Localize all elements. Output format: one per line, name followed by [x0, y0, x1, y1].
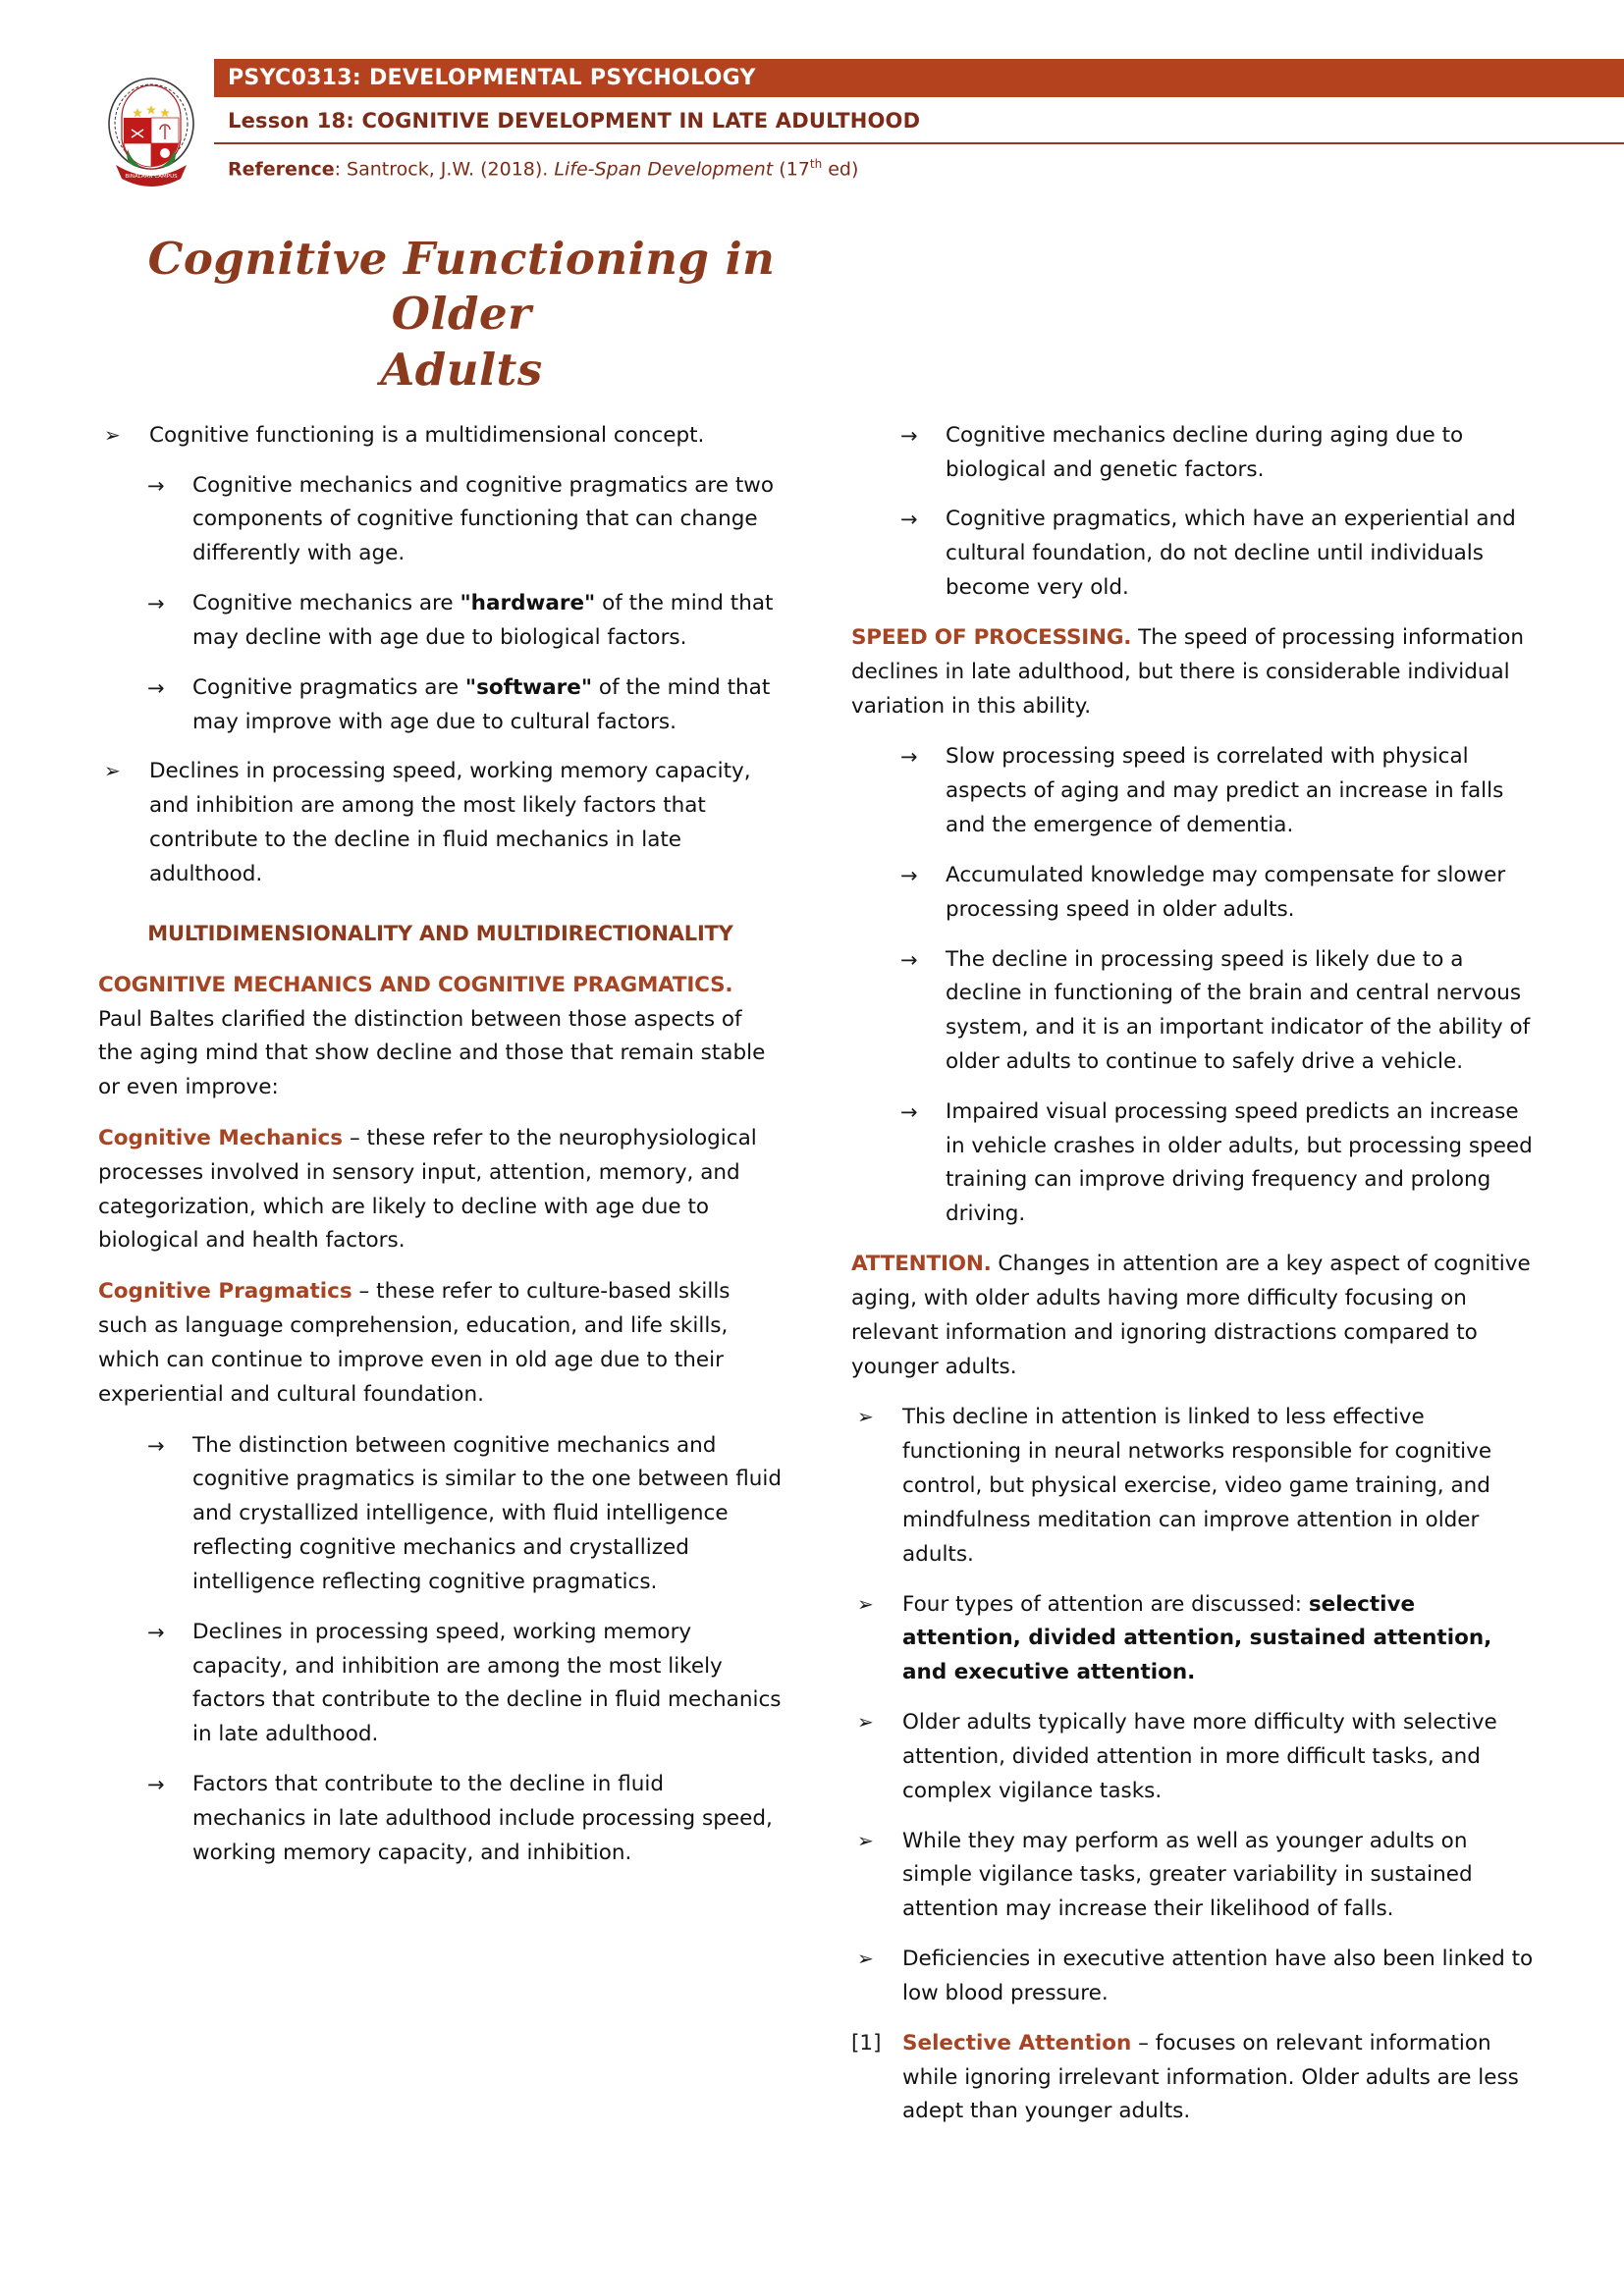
two-column-body	[98, 419, 1534, 2145]
list-item	[147, 1616, 783, 1752]
paragraph	[98, 1122, 783, 1258]
list-item-text: Factors that contribute to the decline in fluid mechanics in late adulthood include processing speed, working memory capacity, and inhibition.	[192, 1772, 773, 1865]
reference-edition-sup: th	[809, 157, 823, 171]
section-heading: MULTIDIMENSIONALITY AND MULTIDIRECTIONALITY	[147, 921, 733, 945]
list-item-text: Declines in processing speed, working memory capacity, and inhibition are among the most likely factors that contribute to the decline in fluid mechanics in late adulthood.	[192, 1619, 782, 1747]
list-item-text-post: of the mind that may decline with age due to biological factors.	[192, 591, 774, 650]
list-item-text: Declines in processing speed, working memory capacity, and inhibition are among the most likely factors that contribute to the decline in fluid mechanics in late adulthood.	[149, 759, 751, 886]
list-item-text: Cognitive pragmatics, which have an experiential and cultural foundation, do not decline until individuals become very old.	[946, 507, 1516, 601]
page-title-line-1: Cognitive Functioning in Older	[147, 233, 776, 341]
list-item	[900, 943, 1536, 1080]
list-item-text: While they may perform as well as younger adults on simple vigilance tasks, greater variability in sustained attention may increase their likelihood of falls.	[902, 1828, 1473, 1922]
arrow-bullet-icon: →	[147, 1620, 165, 1644]
reference-label: Reference	[228, 158, 335, 181]
list-item	[900, 859, 1536, 928]
reference-book-title: Life-Span Development	[554, 158, 774, 181]
reference-edition-open: (17	[773, 158, 810, 181]
list-item	[857, 1943, 1536, 2011]
paragraph-text: The speed of processing information declines in late adulthood, but there is considerable individual variation in this ability.	[851, 624, 1525, 719]
list-item	[147, 469, 783, 571]
list-item	[900, 740, 1536, 842]
arrow-bullet-icon: →	[900, 1099, 918, 1124]
term-label: Selective Attention	[902, 2030, 1132, 2056]
paragraph	[851, 621, 1536, 723]
arrow-bullet-icon: →	[900, 507, 918, 532]
arrowhead-bullet-icon: ➢	[857, 1947, 874, 1971]
arrow-bullet-icon: →	[900, 423, 918, 448]
arrowhead-bullet-icon: ➢	[857, 1828, 874, 1852]
arrow-bullet-icon: →	[147, 473, 165, 498]
numbered-list-item-body: – focuses on relevant information while ignoring irrelevant information. Older adults are less adept than younger adults.	[902, 2030, 1519, 2124]
list-item	[900, 419, 1536, 488]
list-item-text: Older adults typically have more difficulty with selective attention, divided attention in more difficult tasks, and complex vigilance tasks.	[902, 1710, 1497, 1803]
list-item-text: The decline in processing speed is likely due to a decline in functioning of the brain and central nervous system, and it is an important indicator of the ability of older adults to continue to safely drive a vehicle.	[946, 946, 1531, 1074]
list-number: [1]	[851, 2030, 882, 2056]
svg-text:BINALAAN CAMPUS: BINALAAN CAMPUS	[125, 174, 178, 180]
lesson-title: Lesson 18: COGNITIVE DEVELOPMENT IN LATE ADULTHOOD	[228, 109, 921, 133]
arrow-bullet-icon: →	[900, 863, 918, 887]
arrowhead-bullet-icon: ➢	[104, 759, 121, 783]
list-item	[104, 755, 783, 891]
list-item-text-pre: Cognitive mechanics are	[192, 591, 460, 616]
list-item	[900, 503, 1536, 605]
run-in-heading: ATTENTION.	[851, 1252, 992, 1277]
list-item-text-post: of the mind that may improve with age due to cultural factors.	[192, 674, 771, 734]
list-item-text-emphasis: "hardware"	[460, 591, 596, 616]
arrow-bullet-icon: →	[147, 592, 165, 616]
list-item-text: Cognitive functioning is a multidimensional concept.	[149, 422, 705, 448]
header-text-block	[214, 59, 1526, 180]
list-item	[147, 671, 783, 740]
arrow-bullet-icon: →	[147, 1773, 165, 1797]
term-label: Cognitive Pragmatics	[98, 1279, 352, 1305]
list-item-text: Deficiencies in executive attention have also been linked to low blood pressure.	[902, 1947, 1534, 2005]
run-in-heading: SPEED OF PROCESSING.	[851, 624, 1132, 650]
list-item-text	[192, 587, 783, 656]
arrow-bullet-icon: →	[900, 745, 918, 770]
list-item-text: The distinction between cognitive mechanics and cognitive pragmatics is similar to the one between fluid and crystallized intelligence, with fluid intelligence reflecting cognitive mechanics and crystallized intelligence reflecting cognitive pragmatics.	[192, 1432, 782, 1594]
paragraph-text: Changes in attention are a key aspect of cognitive aging, with older adults having more difficulty focusing on relevant information and ignoring distractions compared to younger adults.	[851, 1252, 1531, 1379]
arrowhead-bullet-icon: ➢	[857, 1591, 874, 1616]
arrow-bullet-icon: →	[147, 675, 165, 700]
arrowhead-bullet-icon: ➢	[104, 422, 121, 447]
page-title-line-2: Adults	[380, 343, 543, 396]
paragraph	[98, 969, 783, 1105]
term-label: Cognitive Mechanics	[98, 1126, 344, 1150]
list-item	[857, 1706, 1536, 1808]
list-item	[900, 1095, 1536, 1232]
reference-rest: : Santrock, J.W. (2018).	[334, 158, 555, 181]
list-item-text-pre: Four types of attention are discussed:	[902, 1591, 1309, 1617]
arrow-bullet-icon: →	[900, 947, 918, 972]
list-item-text: Impaired visual processing speed predicts an increase in vehicle crashes in older adults, but processing speed training can improve driving frequency and prolong driving.	[946, 1098, 1533, 1227]
paragraph-text: – these refer to the neurophysiological processes involved in sensory input, attention, memory, and categorization, which are likely to decline with age due to biological and health factors.	[98, 1126, 757, 1254]
list-item-text-pre: Cognitive pragmatics are	[192, 674, 465, 700]
paragraph	[98, 1275, 783, 1412]
paragraph-text: Paul Baltes clarified the distinction between those aspects of the aging mind that show decline and those that remain stable or even improve:	[98, 1006, 766, 1100]
page-header	[98, 59, 1526, 206]
left-column	[98, 419, 783, 2145]
list-item-text: Cognitive mechanics decline during aging due to biological and genetic factors.	[946, 422, 1464, 482]
list-item-text	[902, 1588, 1536, 1690]
list-item-text: Slow processing speed is correlated with physical aspects of aging and may predict an increase in falls and the emergence of dementia.	[946, 744, 1504, 838]
numbered-list-item	[851, 2027, 1536, 2129]
paragraph-text: – these refer to culture-based skills such as language comprehension, education, and life skills, which can continue to improve even in old age due to their experiential and cultural foundation.	[98, 1279, 731, 1407]
list-item-text: Accumulated knowledge may compensate for slower processing speed in older adults.	[946, 862, 1506, 922]
list-item-text: Cognitive mechanics and cognitive pragmatics are two components of cognitive functioning that can change differently with age.	[192, 472, 775, 566]
arrow-bullet-icon: →	[147, 1433, 165, 1458]
university-seal-icon	[98, 69, 204, 191]
list-item	[147, 1768, 783, 1870]
arrowhead-bullet-icon: ➢	[857, 1710, 874, 1735]
paragraph	[851, 1248, 1536, 1384]
reference-line	[214, 144, 1526, 180]
list-item	[147, 587, 783, 656]
page-title	[137, 232, 785, 398]
list-item-text: This decline in attention is linked to less effective functioning in neural networks responsible for cognitive control, but physical exercise, video game training, and mindfulness meditation can improve attention in older adults.	[902, 1405, 1492, 1567]
list-item-text-emphasis: selective attention, divided attention, sustained attention, and executive attention.	[902, 1591, 1492, 1685]
list-item-text-emphasis: "software"	[464, 674, 593, 700]
run-in-heading: COGNITIVE MECHANICS AND COGNITIVE PRAGMATICS.	[98, 972, 733, 997]
list-item	[857, 1588, 1536, 1690]
list-item	[857, 1401, 1536, 1572]
reference-edition-close: ed)	[822, 158, 859, 181]
list-item	[147, 1429, 783, 1600]
numbered-list-item-text	[902, 2027, 1536, 2129]
right-column	[851, 419, 1536, 2145]
list-item	[104, 419, 783, 454]
list-item-text	[192, 671, 783, 740]
list-item	[857, 1825, 1536, 1927]
course-title-bar: PSYC0313: DEVELOPMENTAL PSYCHOLOGY	[214, 59, 1624, 97]
arrowhead-bullet-icon: ➢	[857, 1405, 874, 1429]
